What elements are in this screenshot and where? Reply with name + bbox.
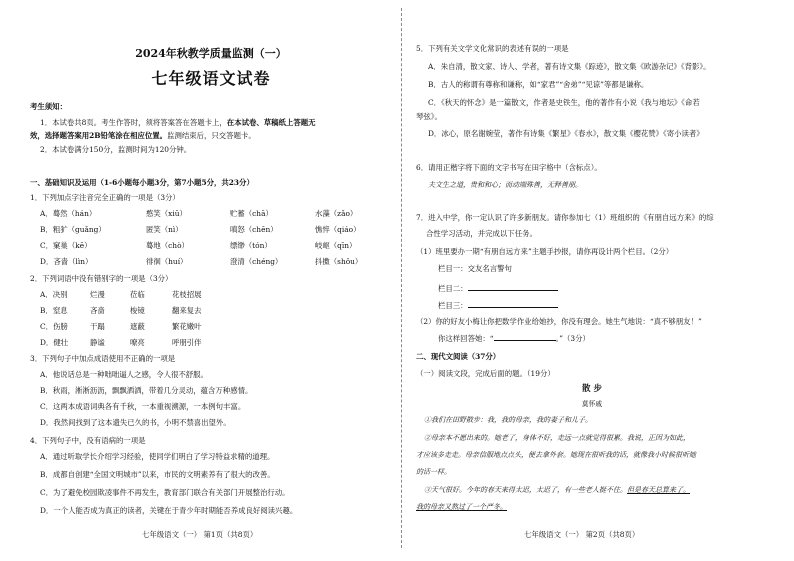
q1-option-1-1: 匿笑（nì）	[146, 225, 183, 234]
q7-answer-blank[interactable]	[494, 333, 556, 341]
q7-answer-row	[438, 333, 590, 344]
q1-option-3-0: D．吝啬（lìn）	[40, 257, 93, 266]
paragraph-3-line-1	[424, 486, 690, 495]
section-1-heading: 一、基础知识及运用（1-6小题每小题3分，第7小题5分，共23分）	[30, 178, 254, 187]
notice-heading: 考生须知：	[30, 102, 67, 111]
column-two-label: 栏目二：	[438, 284, 468, 293]
question-1: 1．下列加点字注音完全正确的一项是（3分）	[30, 193, 180, 202]
q2-option-3-0: D．健壮	[40, 338, 69, 347]
q5-option-c: C．《秋天的怀念》是一篇散文，作者是史铁生，他的著作有小说《我与地坛》《命若	[428, 98, 700, 107]
q7-answer-suffix: 。”（3分）	[555, 334, 590, 343]
question-5: 5．下列有关文学文化常识的表述有误的一项是	[416, 44, 569, 53]
notice-1a: 1．本试卷共8页。考生作答时，须将答案答在答题卡上，	[40, 118, 227, 127]
exam-title: 2024年秋教学质量监测（一）	[135, 47, 287, 60]
q1-option-3-1: 徘徊（huí）	[146, 257, 188, 266]
page-2-footer: 七年级语文（一） 第2页（共8页）	[524, 530, 640, 539]
paragraph-2-line-1: ②母亲本不愿出来的。她老了，身体不好，走远一点就觉得很累。我说，正因为如此，	[424, 434, 690, 442]
column-two-row	[438, 283, 558, 294]
q4-option-2: C．为了避免校园欺凌事件不再发生，教育部门联合有关部门开展整治行动。	[40, 488, 290, 497]
q6-handwriting: 夫文生之道，贵和和心；而动端殊善，无释善朋。	[428, 181, 582, 189]
section-2-heading: 二、现代文阅读（37分）	[416, 352, 501, 361]
q2-option-1-0: B．窒息	[40, 306, 68, 315]
q1-option-0-1: 憨笑（xiū）	[146, 209, 187, 218]
column-three-label: 栏目三：	[438, 301, 468, 310]
notice-1-line-2	[30, 131, 256, 141]
paragraph-3a: ③天气很好。今年的春天来得太迟，太迟了，有一些老人挺不住。	[424, 486, 627, 494]
q3-option-2: C．这两本成语词典各有千秋，一本重视溯源，一本例句丰富。	[40, 402, 246, 411]
q2-option-2-2: 遮蔽	[130, 322, 145, 331]
question-3: 3．下列句子中加点成语使用不正确的一项是	[30, 354, 176, 363]
q2-option-3-3: 呼朋引伴	[172, 338, 202, 347]
q2-option-3-1: 静谧	[90, 338, 105, 347]
page-2	[416, 0, 768, 561]
question-7-line-1: 7．进入中学，你一定认识了许多新朋友。请你参加七（1）班组织的《有朋自远方来》的综	[416, 213, 714, 222]
notice-1b: 在本试卷、草稿纸上答题无	[226, 118, 316, 127]
column-three-blank[interactable]	[468, 300, 558, 308]
q2-option-0-0: A．决别	[40, 290, 68, 299]
paragraph-2-line-2: 才应该多走走。母亲信服地点点头，便去拿外套。她现在很听我的话，就像我小时候很听她	[416, 451, 696, 459]
question-7-part-2: （2）你的好友小梅让你把数学作业给她抄，你没有理会。她生气地说：“真不够朋友！”	[416, 317, 702, 326]
question-7-part-1: （1）班里要办一期“有朋自远方来”主题手抄报，请你再设计两个栏目。（2分）	[416, 247, 674, 256]
q5-option-b: B．古人的称谓有尊称和谦称，如“家君”“舍弟”“见谅”等都是谦称。	[428, 80, 649, 89]
essay-author: 莫怀戚	[581, 400, 603, 408]
exam-subtitle: 七年级语文试卷	[151, 69, 271, 88]
q4-option-3: D．一个人能否成为真正的读者，关键在于青少年时期能否养成良好阅读兴趣。	[40, 506, 298, 515]
q5-option-c-cont: 琴弦》。	[416, 112, 442, 121]
q2-option-2-0: C．伤膀	[40, 322, 68, 331]
notice-1-line-1	[40, 118, 316, 128]
q2-option-1-3: 翻来复去	[172, 306, 202, 315]
column-two-blank[interactable]	[468, 283, 558, 291]
q2-option-0-2: 莅临	[130, 290, 145, 299]
notice-1c: 效，选择题答案用2B铅笔涂在相应位置。	[30, 131, 168, 140]
q1-option-1-3: 憔悴（qiáo）	[315, 225, 361, 234]
q1-option-3-3: 抖擞（shǒu）	[315, 257, 363, 266]
q2-option-1-2: 梭镜	[130, 306, 145, 315]
q7-answer-prefix: 你这样回答她：“	[438, 334, 494, 343]
paragraph-3-line-2: 我的母亲又熬过了一个严冬。	[416, 503, 507, 511]
page-divider	[401, 8, 402, 548]
q1-option-2-1: 蓦地（chò）	[146, 241, 189, 250]
notice-1d: 监测结束后，只交答题卡。	[167, 131, 256, 140]
q3-option-1: B．秋雨，淅淅沥沥，飘飘洒洒，带着几分灵动，蕴含万种感情。	[40, 386, 253, 395]
question-2: 2．下列词语中没有错别字的一项是（3分）	[30, 274, 173, 283]
q2-option-2-1: 干蹋	[90, 322, 105, 331]
q4-option-0: A．通过听取学长介绍学习经验，使同学们明白了学习特益求精的道理。	[40, 452, 275, 461]
q1-option-3-2: 澄清（chéng）	[230, 257, 283, 266]
q2-option-0-3: 花枝招展	[172, 290, 202, 299]
page-1-footer: 七年级语文（一） 第1页（共8页）	[142, 530, 258, 539]
q1-option-2-3: 岐岖（qīn）	[315, 241, 357, 250]
question-6: 6．请用正楷字将下面的文字书写在田字格中（含标点）。	[416, 163, 602, 172]
question-4: 4．下列句子中，没有语病的一项是	[30, 436, 146, 445]
q5-option-d: D．冰心，原名谢婉莹，著作有诗集《繁星》《春水》，散文集《樱花赞》《寄小读者》	[428, 129, 704, 138]
q4-option-1: B．成都自创建“全国文明城市”以来，市民的文明素养有了很大的改善。	[40, 470, 275, 479]
q1-option-2-0: C．窠巢（kē）	[40, 241, 92, 250]
q3-option-0: A．他说话总是一种咄咄逼人之感，令人很不舒服。	[40, 370, 208, 379]
q2-option-0-1: 烂漫	[90, 290, 105, 299]
column-one: 栏目一：交友名言警句	[438, 264, 512, 273]
q3-option-3: D．我然间找到了这本遗失已久的书，小明不禁喜出望外。	[40, 418, 231, 427]
q2-option-2-3: 繁花嫩叶	[172, 322, 202, 331]
essay-title: 散 步	[582, 384, 602, 394]
paragraph-2-line-3: 的话一样。	[416, 468, 451, 476]
q1-option-0-2: 贮蓄（chā）	[230, 209, 273, 218]
page-1	[30, 0, 392, 561]
paragraph-3-underlined: 但是春天总算来了。	[627, 486, 690, 494]
q1-option-1-2: 嗔怒（chēn）	[230, 225, 278, 234]
q1-option-0-3: 水藻（zǎo）	[315, 209, 358, 218]
q1-option-0-0: A．蓦然（hán）	[40, 209, 97, 218]
subsection-1-heading: （一）阅读文段，完成后面的题。（19分）	[416, 369, 555, 378]
question-7-line-2: 合性学习活动，并完成以下任务。	[426, 229, 537, 238]
column-three-row	[438, 300, 558, 311]
notice-2: 2．本试卷满分150分，监测时间为120分钟。	[40, 145, 192, 154]
paragraph-1: ①我们在田野散步：我，我的母亲，我的妻子和儿子。	[424, 416, 592, 424]
q1-option-1-0: B．粗犷（guǎng）	[40, 225, 106, 234]
q5-option-a: A．朱自清，散文家、诗人、学者，著有诗文集《踪迹》，散文集《欧游杂记》《背影》。	[428, 62, 711, 71]
q1-option-2-2: 缥缈（tón）	[230, 241, 272, 250]
q2-option-3-2: 嘹亮	[130, 338, 145, 347]
q2-option-1-1: 吝啬	[90, 306, 105, 315]
